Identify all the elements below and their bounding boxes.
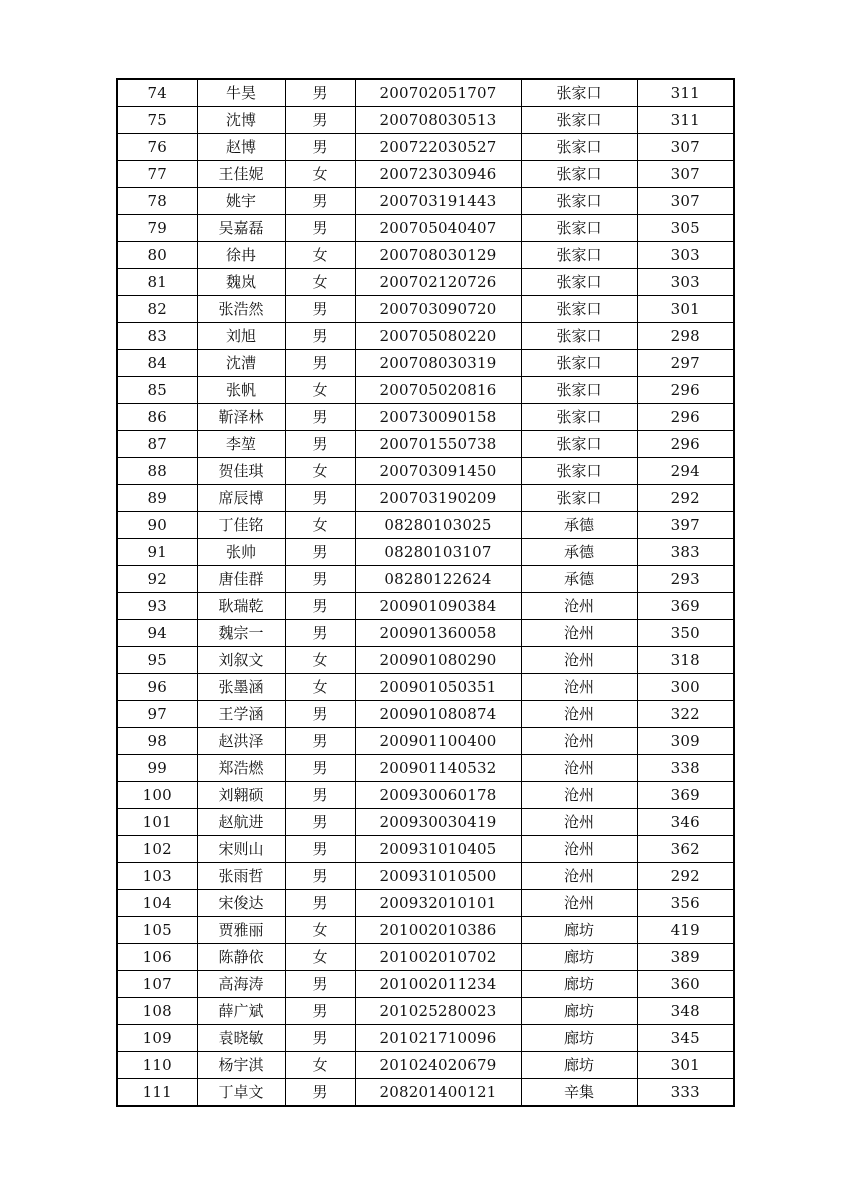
cell-city: 廊坊	[521, 998, 637, 1025]
cell-exam-id: 201002010702	[355, 944, 521, 971]
cell-number: 99	[117, 755, 197, 782]
table-row	[117, 674, 734, 701]
table-row	[117, 782, 734, 809]
cell-city: 张家口	[521, 485, 637, 512]
cell-name: 席辰博	[197, 485, 285, 512]
cell-score: 397	[637, 512, 734, 539]
cell-score: 293	[637, 566, 734, 593]
cell-number: 82	[117, 296, 197, 323]
cell-score: 292	[637, 485, 734, 512]
table-row	[117, 701, 734, 728]
cell-city: 廊坊	[521, 944, 637, 971]
cell-number: 105	[117, 917, 197, 944]
cell-gender: 男	[285, 971, 355, 998]
cell-number: 100	[117, 782, 197, 809]
table-row	[117, 350, 734, 377]
cell-city: 张家口	[521, 377, 637, 404]
cell-city: 沧州	[521, 836, 637, 863]
table-row	[117, 917, 734, 944]
cell-score: 318	[637, 647, 734, 674]
cell-name: 陈静依	[197, 944, 285, 971]
cell-score: 311	[637, 79, 734, 107]
cell-exam-id: 200723030946	[355, 161, 521, 188]
cell-gender: 男	[285, 1025, 355, 1052]
cell-exam-id: 200901050351	[355, 674, 521, 701]
cell-gender: 男	[285, 593, 355, 620]
cell-score: 305	[637, 215, 734, 242]
cell-city: 承德	[521, 512, 637, 539]
cell-exam-id: 08280103025	[355, 512, 521, 539]
cell-exam-id: 200901360058	[355, 620, 521, 647]
cell-number: 95	[117, 647, 197, 674]
table-row	[117, 188, 734, 215]
table-row	[117, 458, 734, 485]
cell-score: 309	[637, 728, 734, 755]
cell-gender: 男	[285, 296, 355, 323]
cell-number: 87	[117, 431, 197, 458]
cell-number: 77	[117, 161, 197, 188]
cell-exam-id: 200708030319	[355, 350, 521, 377]
cell-number: 89	[117, 485, 197, 512]
cell-name: 张帆	[197, 377, 285, 404]
cell-exam-id: 201002010386	[355, 917, 521, 944]
cell-name: 刘叙文	[197, 647, 285, 674]
cell-gender: 男	[285, 323, 355, 350]
cell-score: 383	[637, 539, 734, 566]
cell-gender: 男	[285, 566, 355, 593]
table-row	[117, 809, 734, 836]
cell-number: 111	[117, 1079, 197, 1107]
table-row	[117, 512, 734, 539]
cell-number: 93	[117, 593, 197, 620]
cell-score: 300	[637, 674, 734, 701]
cell-gender: 女	[285, 917, 355, 944]
cell-name: 赵航进	[197, 809, 285, 836]
cell-score: 296	[637, 404, 734, 431]
cell-score: 356	[637, 890, 734, 917]
table-row	[117, 1052, 734, 1079]
cell-exam-id: 200703090720	[355, 296, 521, 323]
cell-exam-id: 200702120726	[355, 269, 521, 296]
cell-name: 宋俊达	[197, 890, 285, 917]
cell-number: 75	[117, 107, 197, 134]
cell-score: 360	[637, 971, 734, 998]
cell-exam-id: 200705040407	[355, 215, 521, 242]
cell-city: 沧州	[521, 755, 637, 782]
cell-name: 丁佳铭	[197, 512, 285, 539]
table-body	[117, 79, 734, 1106]
cell-city: 廊坊	[521, 1052, 637, 1079]
cell-number: 85	[117, 377, 197, 404]
table-row	[117, 944, 734, 971]
cell-gender: 男	[285, 620, 355, 647]
cell-name: 牛昊	[197, 79, 285, 107]
cell-score: 303	[637, 269, 734, 296]
cell-name: 张帅	[197, 539, 285, 566]
cell-name: 沈博	[197, 107, 285, 134]
table-row	[117, 296, 734, 323]
cell-city: 辛集	[521, 1079, 637, 1107]
table-row	[117, 1079, 734, 1107]
cell-score: 307	[637, 188, 734, 215]
cell-gender: 男	[285, 755, 355, 782]
cell-city: 廊坊	[521, 917, 637, 944]
table-row	[117, 836, 734, 863]
cell-exam-id: 200901080874	[355, 701, 521, 728]
cell-number: 74	[117, 79, 197, 107]
cell-name: 魏宗一	[197, 620, 285, 647]
cell-score: 296	[637, 377, 734, 404]
results-table	[116, 78, 735, 1107]
cell-name: 刘旭	[197, 323, 285, 350]
cell-number: 107	[117, 971, 197, 998]
cell-score: 307	[637, 134, 734, 161]
cell-exam-id: 200708030513	[355, 107, 521, 134]
cell-number: 96	[117, 674, 197, 701]
cell-city: 廊坊	[521, 1025, 637, 1052]
cell-score: 369	[637, 782, 734, 809]
cell-exam-id: 200901100400	[355, 728, 521, 755]
cell-exam-id: 08280122624	[355, 566, 521, 593]
cell-gender: 男	[285, 431, 355, 458]
cell-gender: 女	[285, 512, 355, 539]
cell-gender: 男	[285, 539, 355, 566]
cell-score: 369	[637, 593, 734, 620]
cell-city: 沧州	[521, 728, 637, 755]
cell-score: 362	[637, 836, 734, 863]
cell-name: 郑浩燃	[197, 755, 285, 782]
cell-name: 薛广斌	[197, 998, 285, 1025]
cell-gender: 女	[285, 269, 355, 296]
cell-name: 张雨哲	[197, 863, 285, 890]
cell-city: 张家口	[521, 79, 637, 107]
cell-number: 106	[117, 944, 197, 971]
table-row	[117, 269, 734, 296]
table-row	[117, 215, 734, 242]
cell-gender: 男	[285, 998, 355, 1025]
cell-name: 赵博	[197, 134, 285, 161]
table-row	[117, 107, 734, 134]
cell-name: 沈漕	[197, 350, 285, 377]
cell-name: 张墨涵	[197, 674, 285, 701]
cell-gender: 男	[285, 215, 355, 242]
cell-city: 沧州	[521, 674, 637, 701]
cell-name: 贺佳琪	[197, 458, 285, 485]
cell-number: 97	[117, 701, 197, 728]
cell-gender: 女	[285, 161, 355, 188]
cell-number: 104	[117, 890, 197, 917]
cell-name: 杨宇淇	[197, 1052, 285, 1079]
cell-number: 79	[117, 215, 197, 242]
cell-score: 292	[637, 863, 734, 890]
cell-gender: 男	[285, 350, 355, 377]
table-row	[117, 755, 734, 782]
table-row	[117, 620, 734, 647]
cell-name: 徐冉	[197, 242, 285, 269]
cell-exam-id: 200901090384	[355, 593, 521, 620]
cell-gender: 女	[285, 1052, 355, 1079]
cell-name: 贾雅丽	[197, 917, 285, 944]
cell-score: 301	[637, 296, 734, 323]
table-row	[117, 242, 734, 269]
cell-score: 311	[637, 107, 734, 134]
cell-city: 张家口	[521, 188, 637, 215]
cell-gender: 男	[285, 701, 355, 728]
cell-score: 294	[637, 458, 734, 485]
cell-number: 91	[117, 539, 197, 566]
cell-gender: 女	[285, 647, 355, 674]
cell-gender: 女	[285, 944, 355, 971]
cell-exam-id: 200701550738	[355, 431, 521, 458]
cell-score: 350	[637, 620, 734, 647]
table-row	[117, 593, 734, 620]
cell-exam-id: 200931010405	[355, 836, 521, 863]
cell-exam-id: 208201400121	[355, 1079, 521, 1107]
cell-city: 张家口	[521, 458, 637, 485]
cell-name: 王学涵	[197, 701, 285, 728]
cell-exam-id: 200705020816	[355, 377, 521, 404]
cell-number: 108	[117, 998, 197, 1025]
cell-number: 109	[117, 1025, 197, 1052]
cell-number: 86	[117, 404, 197, 431]
cell-number: 103	[117, 863, 197, 890]
cell-name: 张浩然	[197, 296, 285, 323]
cell-exam-id: 08280103107	[355, 539, 521, 566]
cell-city: 张家口	[521, 404, 637, 431]
cell-exam-id: 200703091450	[355, 458, 521, 485]
cell-number: 98	[117, 728, 197, 755]
cell-city: 沧州	[521, 890, 637, 917]
table-row	[117, 998, 734, 1025]
cell-gender: 男	[285, 107, 355, 134]
cell-exam-id: 200722030527	[355, 134, 521, 161]
cell-number: 81	[117, 269, 197, 296]
cell-exam-id: 200932010101	[355, 890, 521, 917]
cell-city: 沧州	[521, 863, 637, 890]
cell-gender: 男	[285, 809, 355, 836]
table-row	[117, 890, 734, 917]
cell-name: 刘翱硕	[197, 782, 285, 809]
cell-score: 348	[637, 998, 734, 1025]
cell-gender: 女	[285, 458, 355, 485]
cell-score: 298	[637, 323, 734, 350]
table-row	[117, 566, 734, 593]
cell-city: 张家口	[521, 296, 637, 323]
table-row	[117, 377, 734, 404]
cell-exam-id: 200703191443	[355, 188, 521, 215]
cell-exam-id: 200930060178	[355, 782, 521, 809]
cell-score: 389	[637, 944, 734, 971]
cell-exam-id: 200931010500	[355, 863, 521, 890]
cell-number: 88	[117, 458, 197, 485]
cell-gender: 男	[285, 79, 355, 107]
table-row	[117, 539, 734, 566]
cell-number: 90	[117, 512, 197, 539]
table-row	[117, 161, 734, 188]
cell-number: 110	[117, 1052, 197, 1079]
cell-number: 94	[117, 620, 197, 647]
cell-name: 耿瑞乾	[197, 593, 285, 620]
table-row	[117, 485, 734, 512]
cell-gender: 男	[285, 404, 355, 431]
cell-city: 张家口	[521, 107, 637, 134]
cell-gender: 男	[285, 836, 355, 863]
table-row	[117, 728, 734, 755]
cell-city: 承德	[521, 566, 637, 593]
cell-exam-id: 200901140532	[355, 755, 521, 782]
cell-number: 80	[117, 242, 197, 269]
cell-city: 张家口	[521, 161, 637, 188]
cell-gender: 女	[285, 674, 355, 701]
cell-city: 沧州	[521, 809, 637, 836]
cell-city: 张家口	[521, 134, 637, 161]
cell-score: 333	[637, 1079, 734, 1107]
cell-city: 张家口	[521, 215, 637, 242]
cell-score: 307	[637, 161, 734, 188]
cell-score: 297	[637, 350, 734, 377]
cell-exam-id: 200708030129	[355, 242, 521, 269]
cell-name: 靳泽林	[197, 404, 285, 431]
cell-exam-id: 200930030419	[355, 809, 521, 836]
cell-city: 承德	[521, 539, 637, 566]
cell-gender: 男	[285, 890, 355, 917]
cell-city: 沧州	[521, 647, 637, 674]
cell-name: 姚宇	[197, 188, 285, 215]
cell-city: 廊坊	[521, 971, 637, 998]
cell-city: 张家口	[521, 431, 637, 458]
cell-exam-id: 201021710096	[355, 1025, 521, 1052]
table-row	[117, 323, 734, 350]
cell-city: 沧州	[521, 620, 637, 647]
cell-score: 301	[637, 1052, 734, 1079]
table-row	[117, 647, 734, 674]
table-row	[117, 1025, 734, 1052]
cell-gender: 男	[285, 863, 355, 890]
cell-gender: 男	[285, 728, 355, 755]
cell-number: 78	[117, 188, 197, 215]
cell-city: 张家口	[521, 269, 637, 296]
cell-city: 张家口	[521, 350, 637, 377]
cell-exam-id: 200730090158	[355, 404, 521, 431]
cell-gender: 男	[285, 485, 355, 512]
cell-exam-id: 201024020679	[355, 1052, 521, 1079]
cell-number: 76	[117, 134, 197, 161]
cell-name: 唐佳群	[197, 566, 285, 593]
cell-name: 赵洪泽	[197, 728, 285, 755]
cell-number: 102	[117, 836, 197, 863]
cell-name: 宋则山	[197, 836, 285, 863]
cell-score: 346	[637, 809, 734, 836]
cell-score: 296	[637, 431, 734, 458]
cell-gender: 男	[285, 1079, 355, 1107]
cell-city: 沧州	[521, 701, 637, 728]
cell-name: 魏岚	[197, 269, 285, 296]
cell-number: 83	[117, 323, 197, 350]
cell-gender: 男	[285, 188, 355, 215]
cell-name: 吴嘉磊	[197, 215, 285, 242]
cell-score: 338	[637, 755, 734, 782]
cell-exam-id: 200703190209	[355, 485, 521, 512]
table-row	[117, 134, 734, 161]
cell-gender: 男	[285, 134, 355, 161]
table-row	[117, 79, 734, 107]
table-row	[117, 431, 734, 458]
cell-score: 419	[637, 917, 734, 944]
cell-name: 袁晓敏	[197, 1025, 285, 1052]
cell-city: 沧州	[521, 593, 637, 620]
cell-name: 高海涛	[197, 971, 285, 998]
cell-exam-id: 200702051707	[355, 79, 521, 107]
cell-number: 101	[117, 809, 197, 836]
cell-score: 345	[637, 1025, 734, 1052]
cell-city: 张家口	[521, 323, 637, 350]
cell-score: 303	[637, 242, 734, 269]
cell-exam-id: 200705080220	[355, 323, 521, 350]
cell-name: 丁卓文	[197, 1079, 285, 1107]
cell-city: 沧州	[521, 782, 637, 809]
cell-gender: 男	[285, 782, 355, 809]
table-row	[117, 404, 734, 431]
cell-number: 92	[117, 566, 197, 593]
cell-number: 84	[117, 350, 197, 377]
cell-city: 张家口	[521, 242, 637, 269]
cell-name: 李堃	[197, 431, 285, 458]
cell-exam-id: 201025280023	[355, 998, 521, 1025]
cell-gender: 女	[285, 377, 355, 404]
table-row	[117, 863, 734, 890]
cell-name: 王佳妮	[197, 161, 285, 188]
cell-exam-id: 200901080290	[355, 647, 521, 674]
cell-gender: 女	[285, 242, 355, 269]
table-row	[117, 971, 734, 998]
cell-exam-id: 201002011234	[355, 971, 521, 998]
cell-score: 322	[637, 701, 734, 728]
